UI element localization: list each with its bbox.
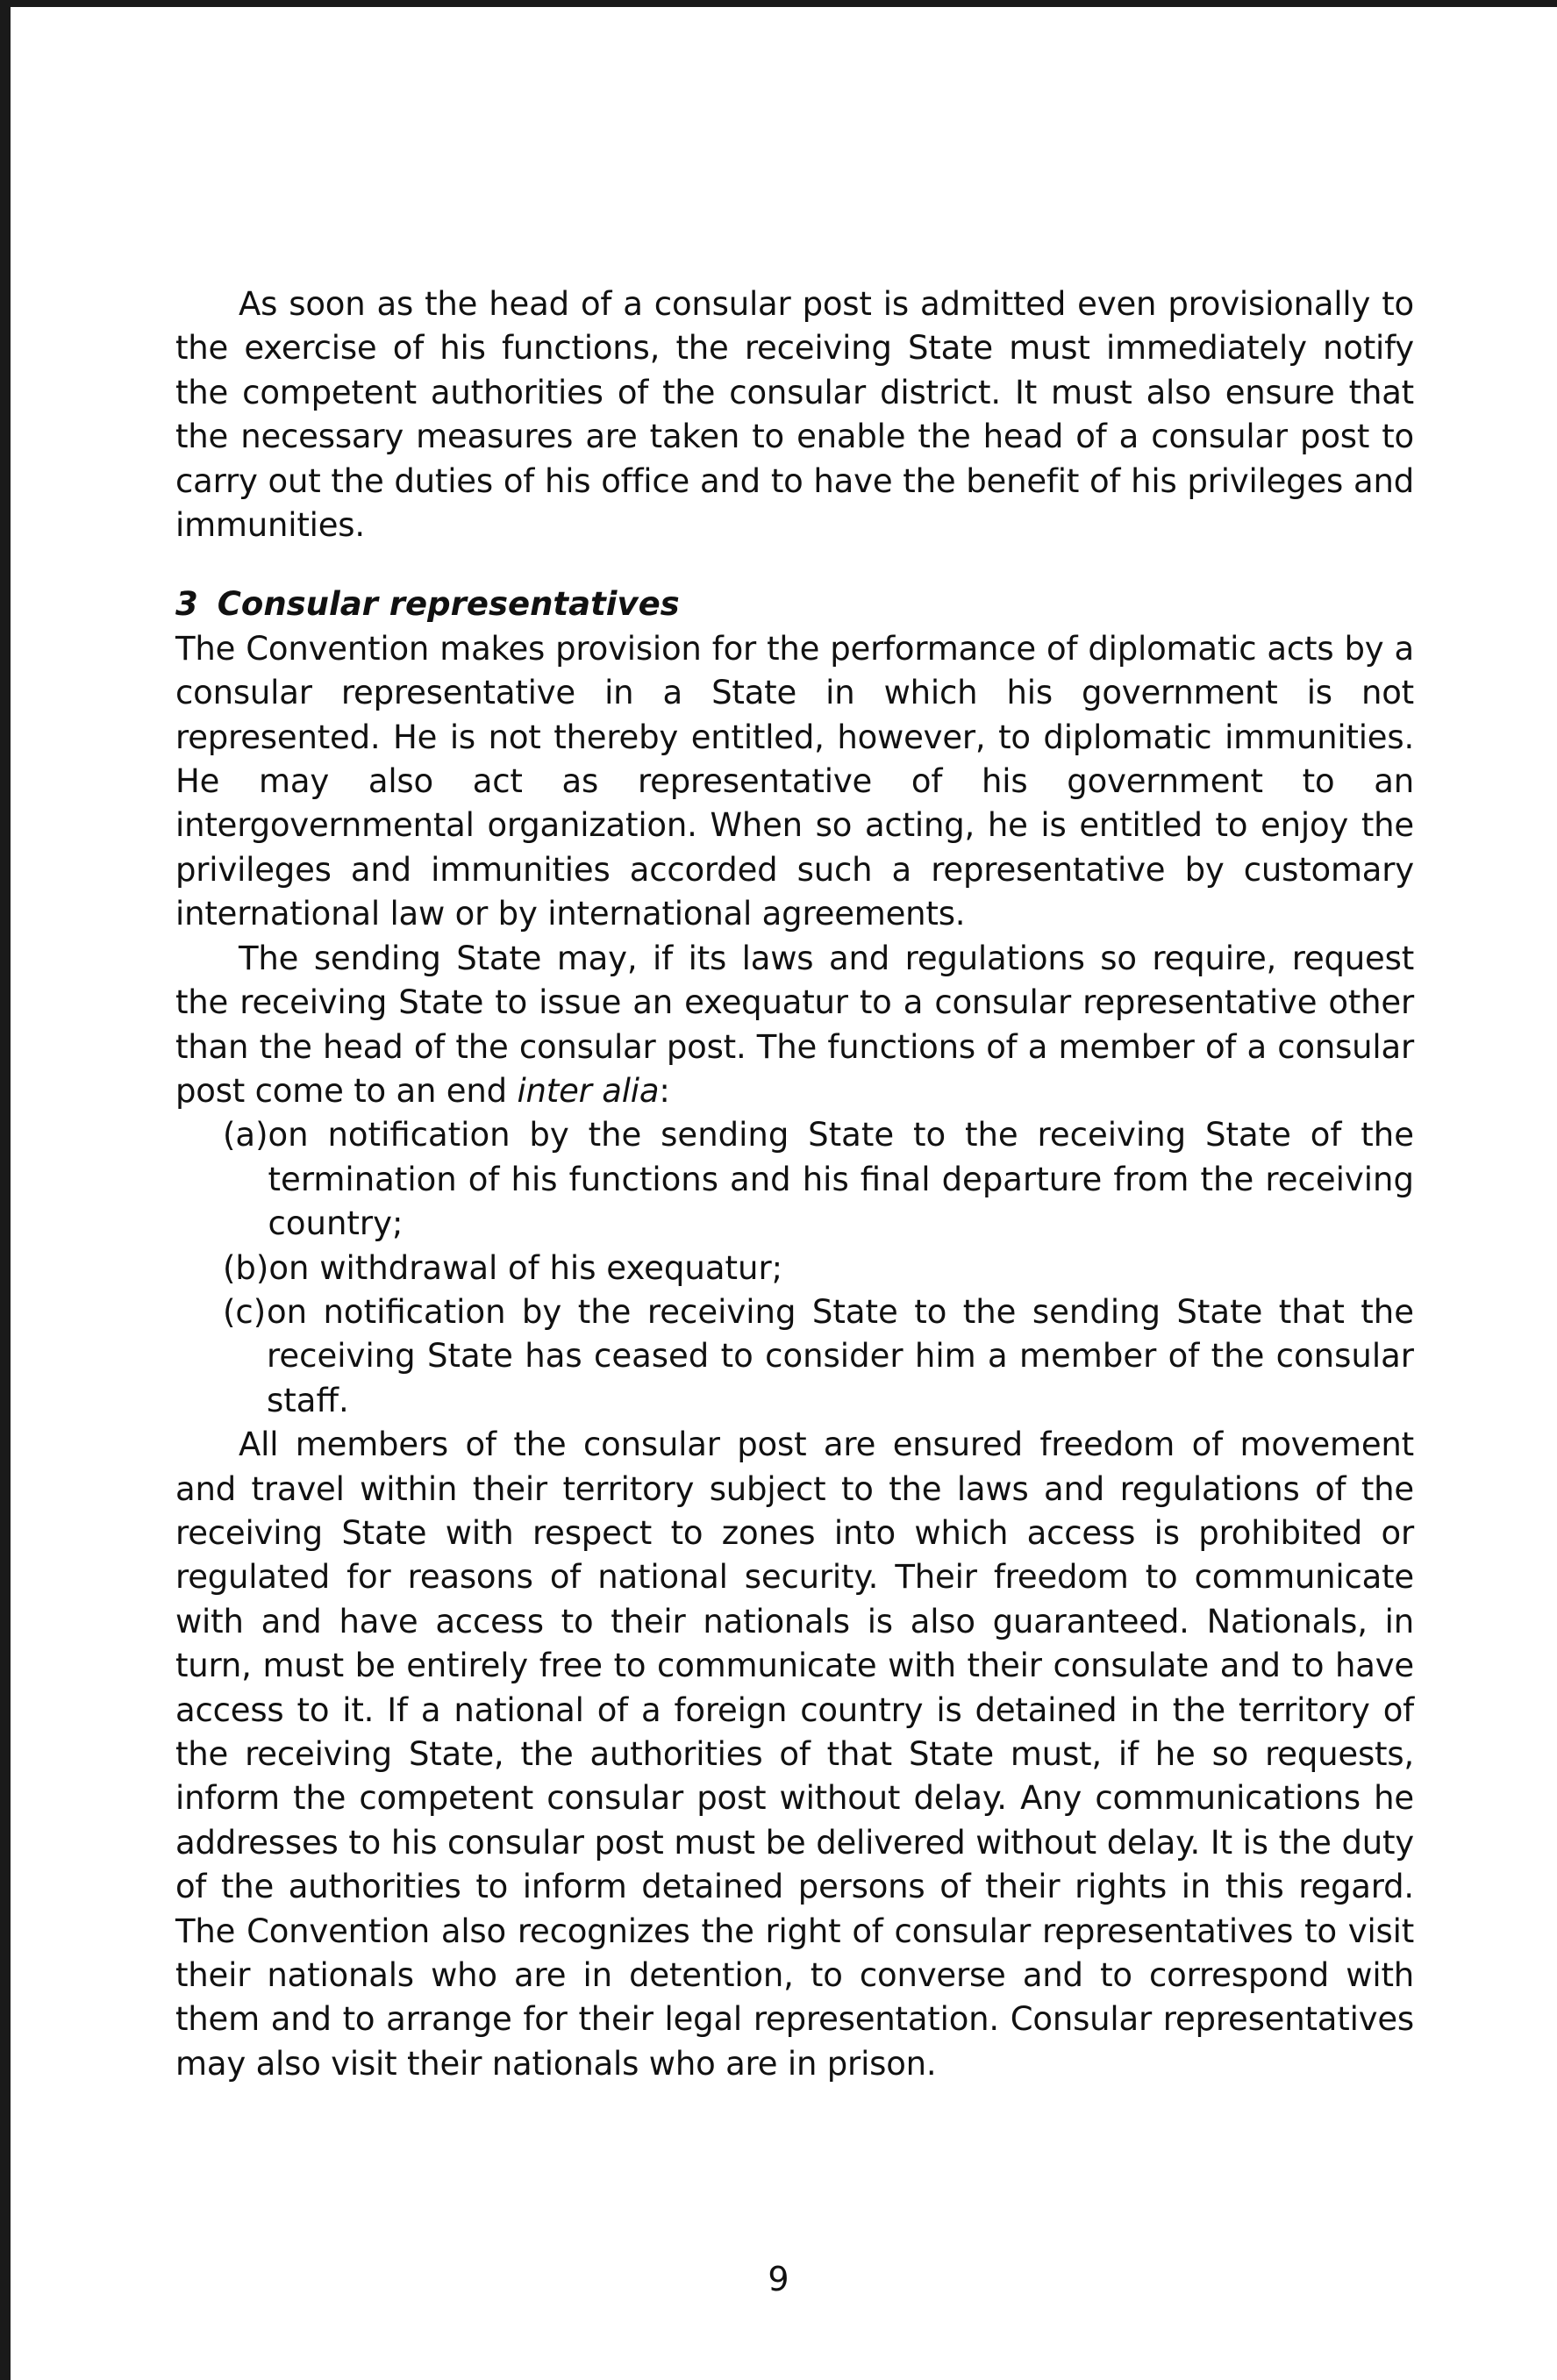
list-marker: (b) — [223, 1248, 269, 1287]
list-text: on withdrawal of his exequatur; — [268, 1248, 783, 1287]
list-text: on notification by the sending State to the receiving State of the termination of his functions and his final departure from the receiving country; — [268, 1116, 1414, 1243]
list-marker: (c) — [223, 1292, 267, 1331]
paragraph-2-end: : — [659, 1071, 670, 1110]
termination-list — [175, 1113, 1414, 1423]
section-paragraph-3: All members of the consular post are ensured freedom of movement and travel within their territory subject to the laws and regulations of the receiving State with respect to zones into which access is prohibited or regulated for reasons of national security. Their freedom to communicate with and have access to their nationals is also guaranteed. Nationals, in turn, must be entirely free to communicate with their consulate and to have access to it. If a national of a foreign country is detained in the territory of the receiving State, the authorities of that State must, if he so requests, inform the competent consular post without delay. Any communications he addresses to his consular post must be delivered without delay. It is the duty of the authorities to inform detained persons of their rights in this regard. The Convention also recognizes the right of consular representatives to visit their nationals who are in detention, to converse and to correspond with them and to arrange for their legal representation. Consular representatives may also visit their nationals who are in prison. — [175, 1426, 1414, 2083]
section-number: 3 — [175, 585, 198, 624]
page-body — [175, 282, 1414, 2086]
list-item — [175, 1113, 1414, 1246]
section-paragraph-1: The Convention makes provision for the performance of diplomatic acts by a consular representative in a State in which his government is not represented. He is not thereby entitled, however, to diplomatic immunities. He may also act as representative of his government to an intergovernmental organization. When so acting, he is entitled to enjoy the privileges and immunities accorded such a representative by customary international law or by international agreements. — [175, 629, 1414, 933]
latin-phrase: inter alia — [517, 1071, 660, 1110]
intro-paragraph: As soon as the head of a consular post is admitted even provisionally to the exercise of his functions, the receiving State must immediately notify the competent authorities of the consular district. It must also ensure that the necessary measures are taken to enable the head of a consular post to carry out the duties of his office and to have the benefit of his privileges and immunities. — [175, 285, 1414, 545]
section-paragraph-2 — [175, 937, 1414, 1114]
scan-top-border — [0, 0, 1557, 7]
section-title: Consular representatives — [217, 585, 680, 624]
page-number: 9 — [768, 2260, 789, 2298]
list-item — [175, 1247, 1414, 1290]
paragraph-2-text: The sending State may, if its laws and regulations so require, request the receiving State to issue an exequatur to a consular representative other than the head of the consular post. The functions of a member of a consular post come to an end — [175, 939, 1414, 1110]
list-marker: (a) — [223, 1116, 268, 1154]
section-heading — [175, 582, 1414, 626]
scan-left-border — [0, 0, 11, 2380]
list-text: on notification by the receiving State to the sending State that the receiving State has ceased to consider him a member of the consular staff. — [267, 1292, 1414, 1419]
list-item — [175, 1290, 1414, 1423]
